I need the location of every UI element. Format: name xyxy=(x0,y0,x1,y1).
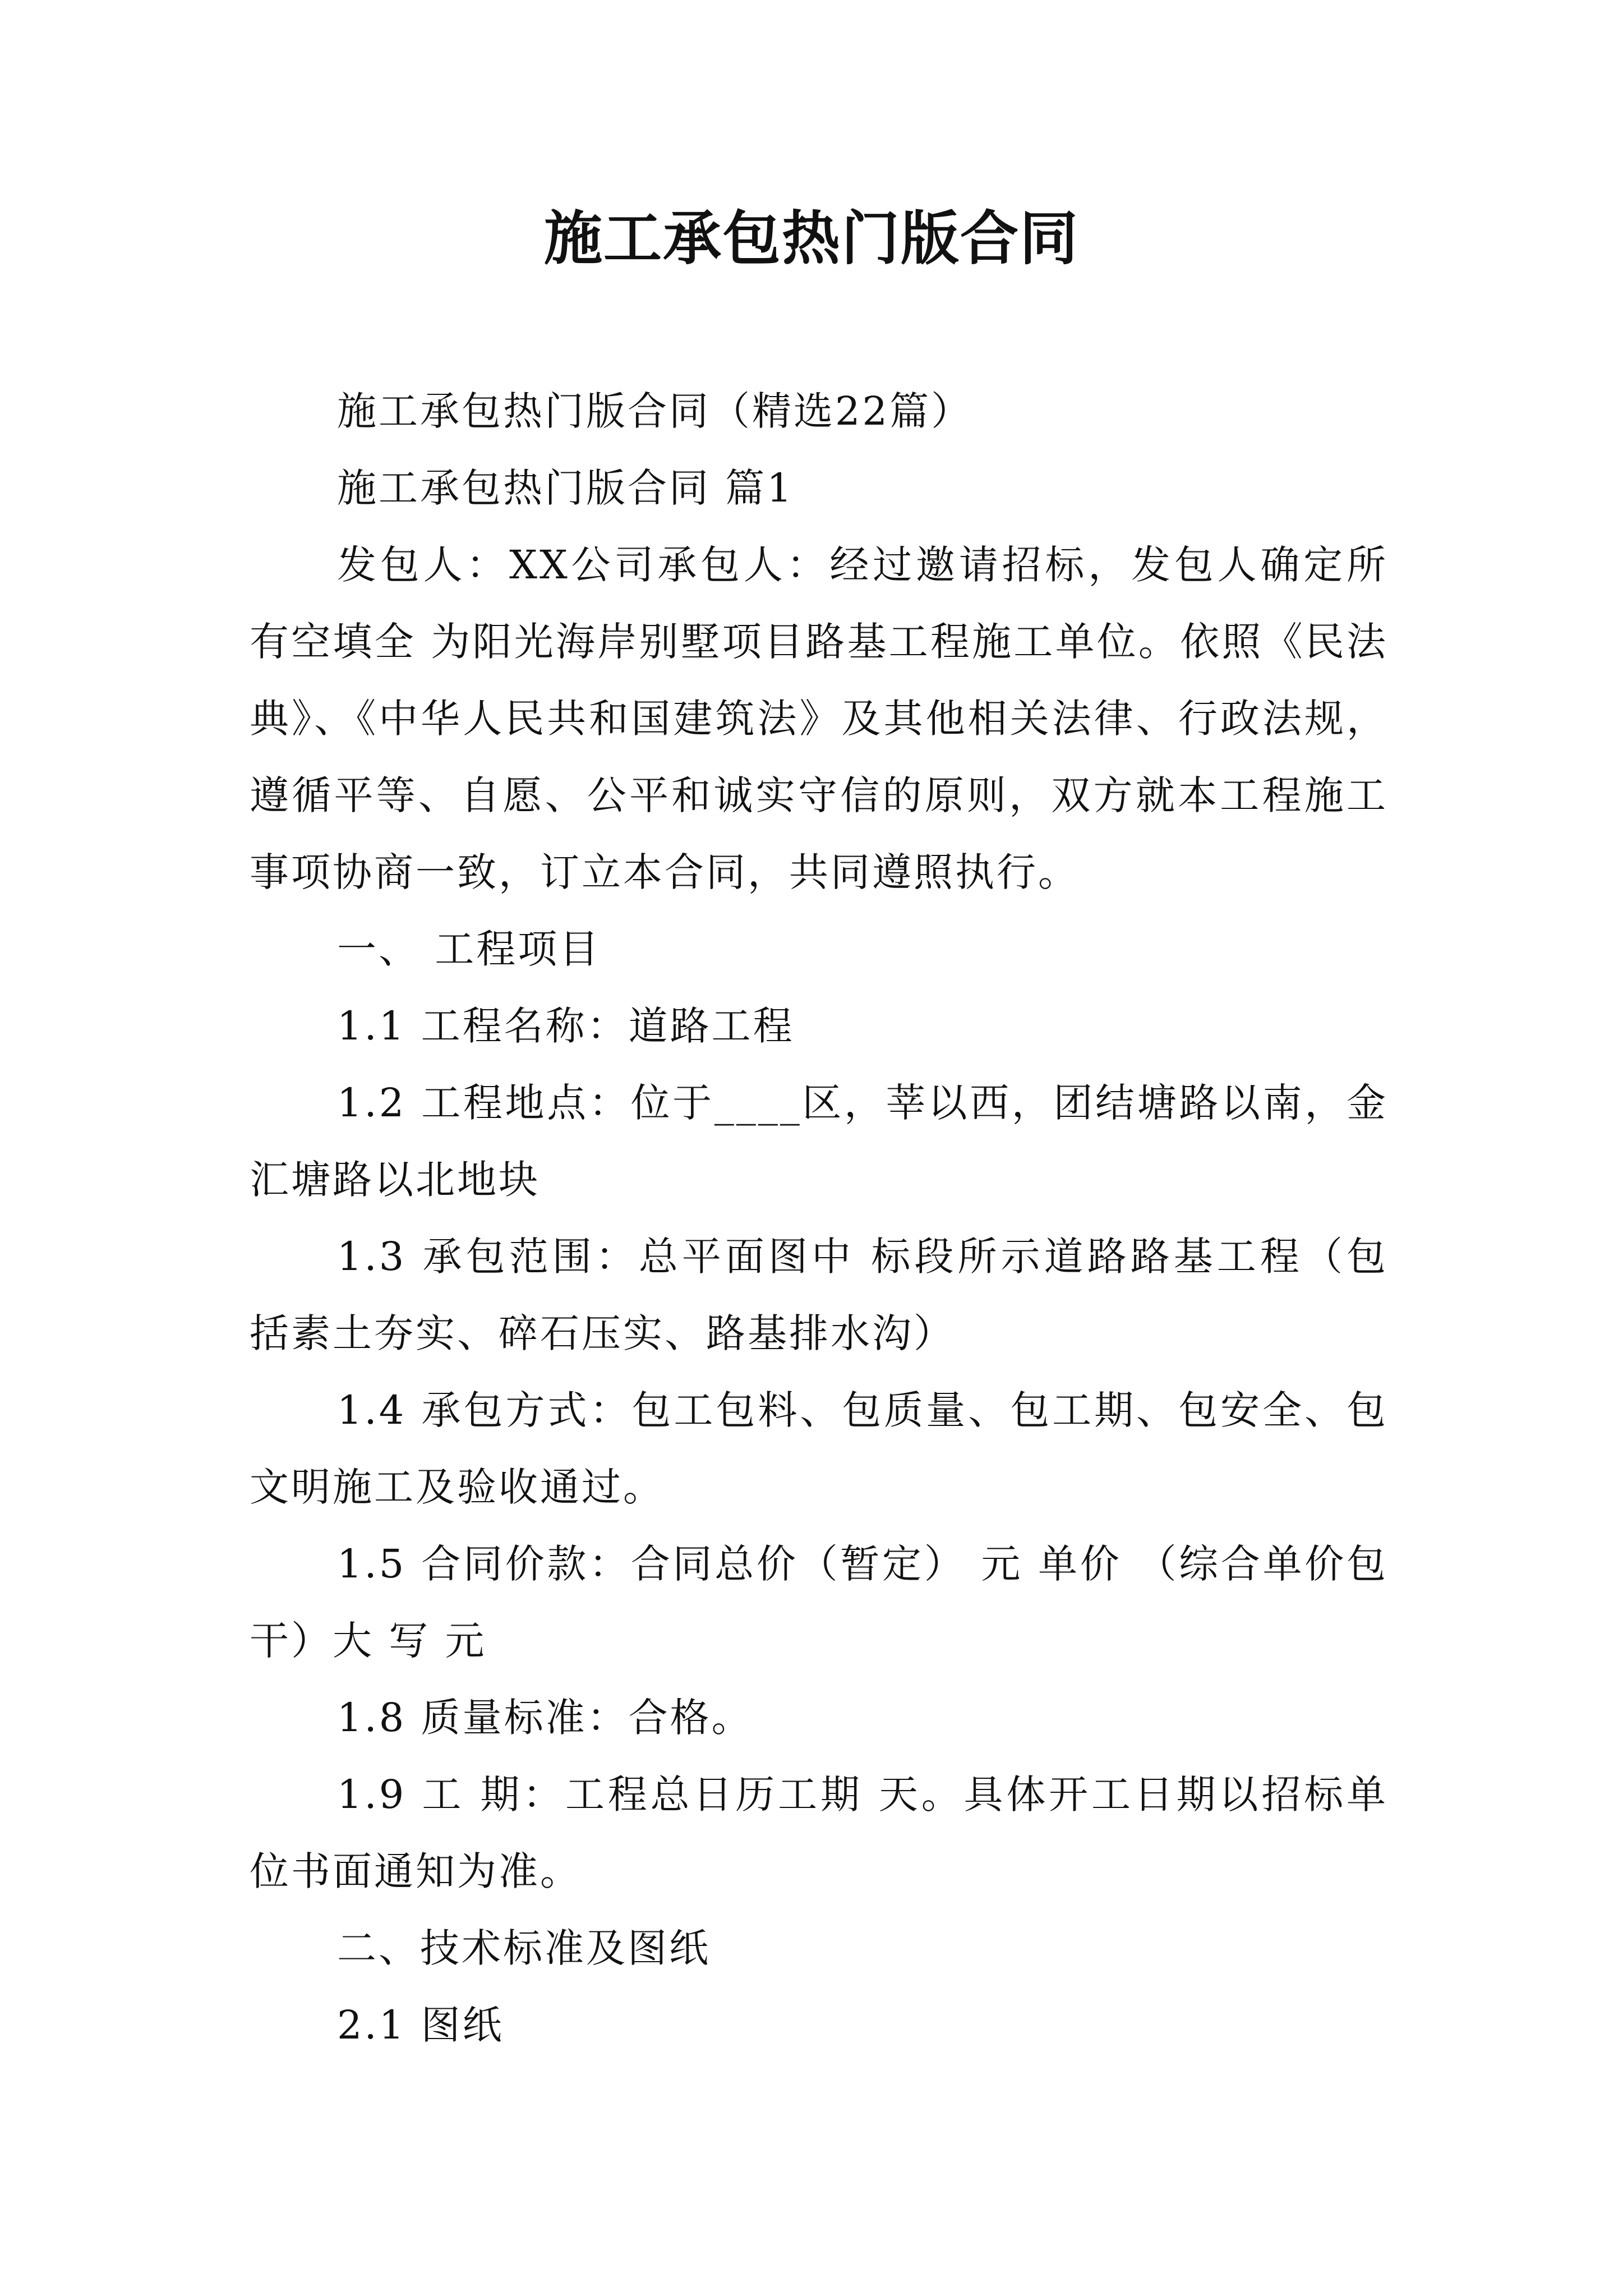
paragraph-preamble: 发包人：XX公司承包人：经过邀请招标，发包人确定所有空填全 为阳光海岸别墅项目路基工程施工单位。依照《民法典》、《中华人民共和国建筑法》及其他相关法律、行政法规，遵循平等、自愿、公平和诚实守信的原则，双方就本工程施工事项协商一致，订立本合同，共同遵照执行。 xyxy=(250,542,1388,895)
paragraph-clause-2-1: 2.1 图纸 xyxy=(337,2002,504,2048)
paragraph-section-heading: 施工承包热门版合同 篇1 xyxy=(337,465,794,511)
paragraph-subtitle: 施工承包热门版合同（精选22篇） xyxy=(337,388,973,434)
paragraph-clause-1-3: 1.3 承包范围：总平面图中 标段所示道路路基工程（包括素土夯实、碎石压实、路基排水沟） xyxy=(250,1234,1388,1356)
paragraph-clause-1-9: 1.9 工 期：工程总日历工期 天。具体开工日期以招标单位书面通知为准。 xyxy=(250,1772,1388,1894)
paragraph-clause-1-2: 1.2 工程地点：位于____区，莘以西，团结塘路以南，金汇塘路以北地块 xyxy=(250,1080,1388,1203)
paragraph-clause-1-5: 1.5 合同价款：合同总价（暂定） 元 单价 （综合单价包干）大 写 元 xyxy=(250,1541,1388,1664)
document-body xyxy=(250,373,1388,2064)
document-title: 施工承包热门版合同 xyxy=(543,204,1079,273)
paragraph-clause-1-8: 1.8 质量标准：合格。 xyxy=(337,1695,753,1741)
paragraph-clause-1-4: 1.4 承包方式：包工包料、包质量、包工期、包安全、包文明施工及验收通过。 xyxy=(250,1387,1388,1510)
paragraph-heading-project: 一、 工程项目 xyxy=(337,926,601,972)
paragraph-heading-standards: 二、技术标准及图纸 xyxy=(337,1925,711,1971)
paragraph-clause-1-1: 1.1 工程名称：道路工程 xyxy=(337,1003,795,1049)
